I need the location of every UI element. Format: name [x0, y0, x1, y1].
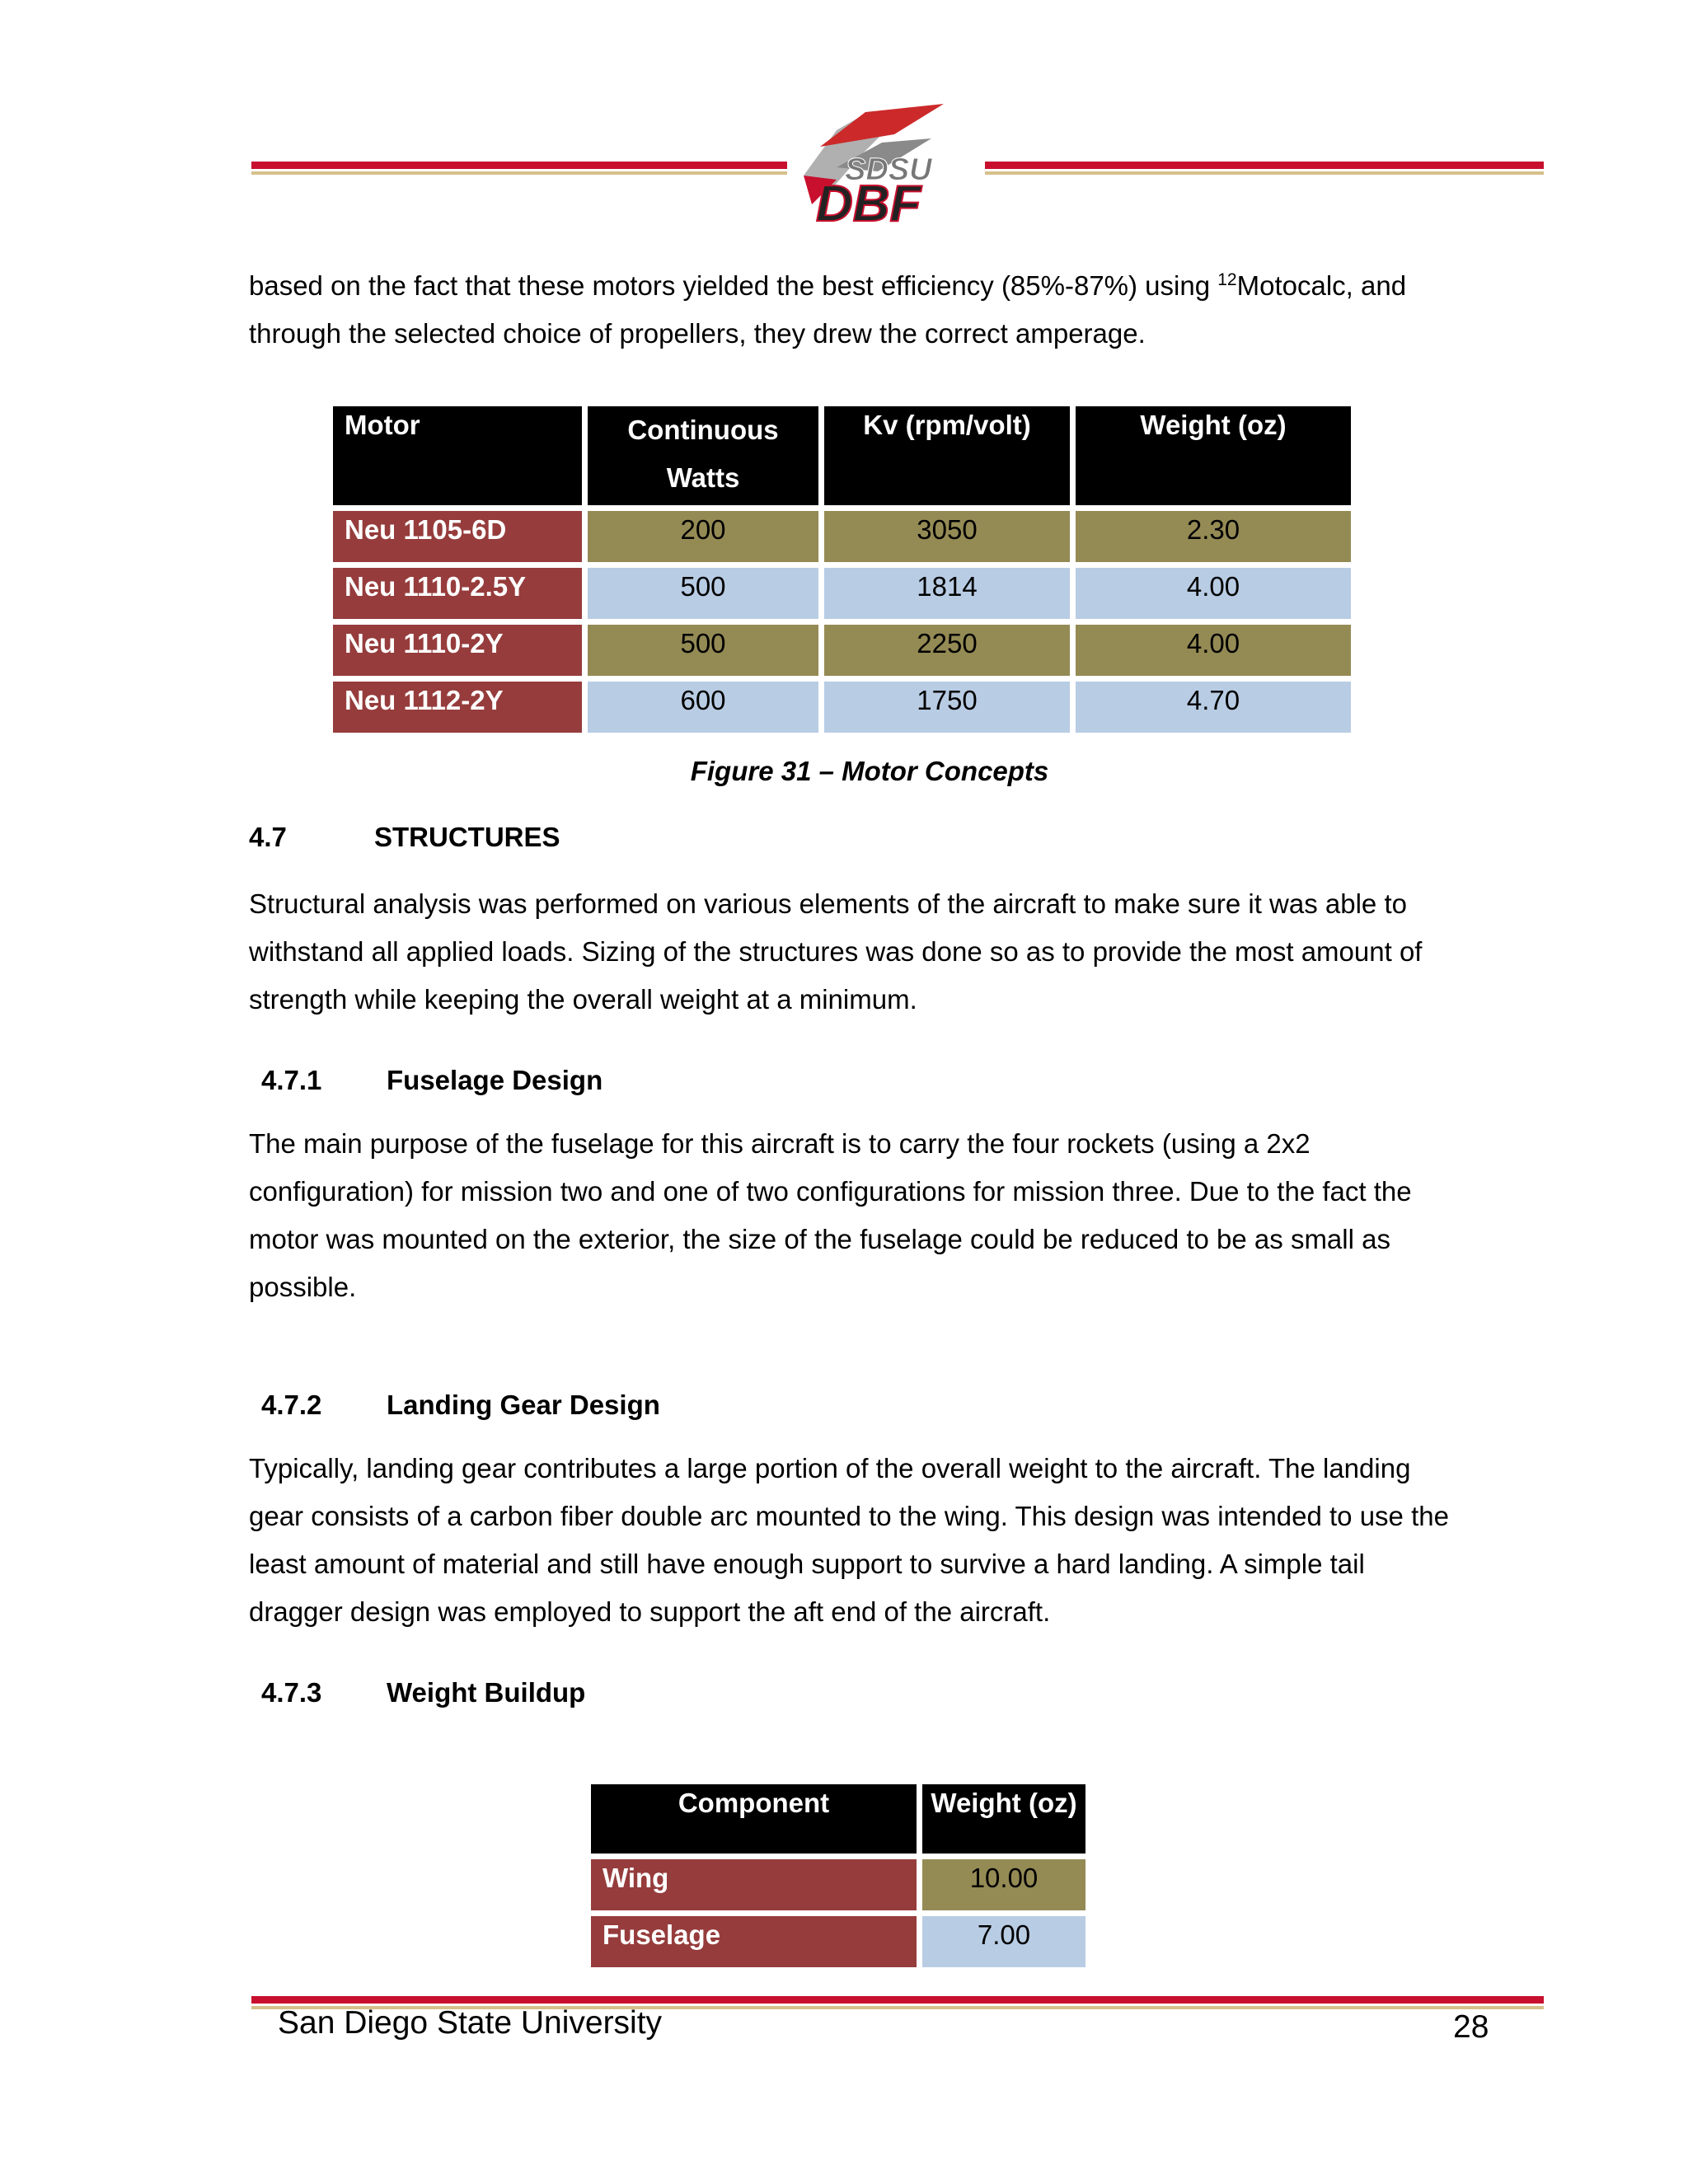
- intro-text-a: based on the fact that these motors yielded the best efficiency (85%-87%) using: [249, 270, 1218, 301]
- col-header-weight: Weight (oz): [922, 1784, 1085, 1854]
- cell-weight: 4.00: [1076, 568, 1351, 619]
- col-header-component: Component: [591, 1784, 917, 1854]
- cell-weight: 4.70: [1076, 682, 1351, 733]
- motor-table: [327, 401, 1357, 738]
- intro-text-b: Motocalc, and: [1236, 270, 1407, 301]
- svg-text:DBF: DBF: [816, 176, 921, 232]
- cell-component: Fuselage: [591, 1916, 917, 1967]
- cell-motor: Neu 1110-2Y: [333, 625, 582, 676]
- cell-motor: Neu 1112-2Y: [333, 682, 582, 733]
- svg-text:SDSU: SDSU: [845, 152, 932, 187]
- cell-watts: 200: [588, 511, 818, 562]
- cell-component: Wing: [591, 1859, 917, 1910]
- cell-kv: 2250: [824, 625, 1070, 676]
- footnote-ref: 12: [1217, 270, 1237, 289]
- intro-text-line2: through the selected choice of propellers, they drew the correct amperage.: [249, 318, 1146, 349]
- section-heading-4-7-1: 4.7.1 Fuselage Design: [261, 1065, 603, 1095]
- cell-kv: 1750: [824, 682, 1070, 733]
- footer-university: San Diego State University: [278, 2005, 663, 2041]
- table-row: [333, 625, 1351, 676]
- table-row: [591, 1916, 1085, 1967]
- table-row: [333, 568, 1351, 619]
- section-heading-4-7-3: 4.7.3 Weight Buildup: [261, 1677, 586, 1708]
- table-header-row: [333, 406, 1351, 505]
- table-row: [591, 1859, 1085, 1910]
- cell-weight: 4.00: [1076, 625, 1351, 676]
- weight-table: [585, 1779, 1091, 1973]
- page-number: 28: [1453, 2009, 1489, 2045]
- section-heading-4-7-2: 4.7.2 Landing Gear Design: [261, 1390, 660, 1420]
- cell-motor: Neu 1110-2.5Y: [333, 568, 582, 619]
- cell-watts: 500: [588, 625, 818, 676]
- cell-watts: 500: [588, 568, 818, 619]
- cell-kv: 3050: [824, 511, 1070, 562]
- cell-watts: 600: [588, 682, 818, 733]
- cell-weight: 7.00: [922, 1916, 1085, 1967]
- cell-weight: 2.30: [1076, 511, 1351, 562]
- sdsu-dbf-logo: [787, 97, 985, 241]
- figure-caption: Figure 31 – Motor Concepts: [690, 756, 1049, 786]
- col-header-watts: Continuous Watts: [588, 406, 818, 505]
- cell-kv: 1814: [824, 568, 1070, 619]
- cell-motor: Neu 1105-6D: [333, 511, 582, 562]
- fuselage-paragraph: The main purpose of the fuselage for this aircraft is to carry the four rockets (using a 2x2 configuration) for mission two and one of two configurations for mission three. Due to the fact the motor was mounted on the exterior, the size of the fuselage could be reduced to be as small as possible.: [249, 1128, 1412, 1302]
- section-heading-4-7: 4.7 STRUCTURES: [249, 822, 560, 852]
- footer-rule: [251, 1996, 1544, 2004]
- cell-weight: 10.00: [922, 1859, 1085, 1910]
- table-row: [333, 682, 1351, 733]
- structures-paragraph: Structural analysis was performed on various elements of the aircraft to make sure it was able to withstand all applied loads. Sizing of the structures was done so as to provide the most amount of strength while keeping the overall weight at a minimum.: [249, 888, 1423, 1015]
- table-row: [333, 511, 1351, 562]
- col-header-kv: Kv (rpm/volt): [824, 406, 1070, 505]
- table-header-row: [591, 1784, 1085, 1854]
- landing-gear-paragraph: Typically, landing gear contributes a large portion of the overall weight to the aircraft. The landing gear consists of a carbon fiber double arc mounted to the wing. This design was intended to use the least amount of material and still have enough support to survive a hard landing. A simple tail dragger design was employed to support the aft end of the aircraft.: [249, 1453, 1449, 1627]
- intro-paragraph: [249, 262, 1485, 358]
- col-header-weight: Weight (oz): [1076, 406, 1351, 505]
- col-header-motor: Motor: [333, 406, 582, 505]
